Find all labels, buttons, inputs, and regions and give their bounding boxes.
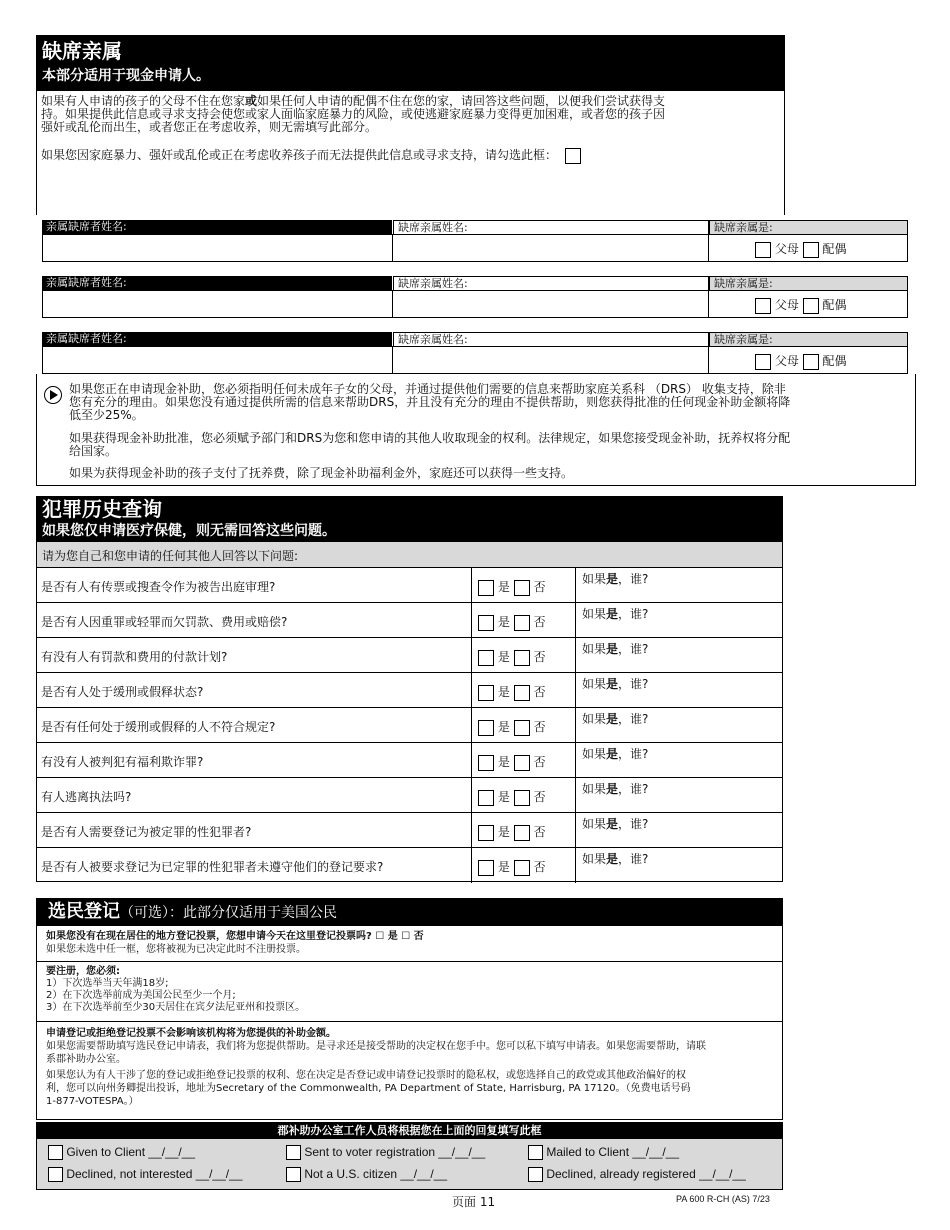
criminal-question-row xyxy=(36,708,783,743)
absent-is-options: 父母 配偶 xyxy=(709,234,908,262)
office-header: 郡补助办公室工作人员将根据您在上面的回复填写此框 xyxy=(36,1122,783,1139)
absent-is-label: 缺席亲属是: xyxy=(709,276,908,290)
absent-subtitle: 本部分适用于现金申请人。 xyxy=(42,68,210,84)
absent-name-label: 缺席亲属姓名: xyxy=(393,276,709,290)
criminal-header xyxy=(36,496,783,542)
voter-details: 申请登记或拒绝登记投票不会影响该机构将为您提供的补助金额。 如果您需要帮助填写选民登记申请表，我们将为您提供帮助。是寻求还是接受帮助的决定权在您手中。您可以私下填写申请表。如果您需要帮助，请联 系郡补助办公室。 如果您认为有人干涉了您的登记或拒绝登记投票的权利、您在决定是否登记或申请登记投票时的隐私权，或您选择自己的政党或其他政治偏好的权 利，您可以向州务卿提出投诉，地址为Secretary of the Commonwealth, PA Department of State, Harrisburg, PA 17120。（免费电话号码 1-877-VOTESPA。） xyxy=(46,1028,706,1107)
absent-is-options: 父母 配偶 xyxy=(709,346,908,374)
relative-name-field[interactable] xyxy=(42,234,393,262)
no-checkbox[interactable] xyxy=(514,650,530,666)
absent-is-label: 缺席亲属是: xyxy=(709,220,908,234)
question-text: 是否有人有传票或搜查令作为被告出庭审理? xyxy=(41,580,276,594)
given-checkbox[interactable] xyxy=(48,1145,63,1160)
relative-name-label: 亲属缺席者姓名: xyxy=(42,332,392,346)
absent-is-label: 缺席亲属是: xyxy=(709,332,908,346)
yes-checkbox[interactable] xyxy=(478,790,494,806)
relative-name-field[interactable] xyxy=(42,290,393,318)
question-text: 有没有人被判犯有福利欺诈罪? xyxy=(41,755,204,769)
question-text: 是否有人处于缓刑或假释状态? xyxy=(41,685,204,699)
absent-name-field[interactable] xyxy=(393,290,709,318)
who-field[interactable]: 如果是，谁? xyxy=(582,852,649,866)
note-1: 如果您正在申请现金补助，您必须指明任何未成年子女的父母，并通过提供他们需要的信息来帮助家庭关系科 （DRS） 收集支持，除非 您有充分的理由。如果您没有通过提供所需的信息来帮助DRS，并且没有充分的理由不提供帮助，则您获得批准的任何现金补助金额将降 低至少25%。 xyxy=(69,382,791,422)
yes-checkbox[interactable] xyxy=(478,580,494,596)
absent-name-label: 缺席亲属姓名: xyxy=(393,220,709,234)
criminal-subtitle: 如果您仅申请医疗保健，则无需回答这些问题。 xyxy=(42,523,336,539)
criminal-question-row xyxy=(36,813,783,848)
relative-group-3 xyxy=(36,332,908,374)
yes-checkbox[interactable] xyxy=(478,860,494,876)
question-text: 是否有人需要登记为被定罪的性犯罪者? xyxy=(41,825,252,839)
yes-no-options: 是 否 xyxy=(471,673,576,708)
sent-checkbox[interactable] xyxy=(286,1145,301,1160)
office-opt-sent: Sent to voter registration __/__/__ xyxy=(286,1145,485,1160)
office-opt-declined: Declined, not interested __/__/__ xyxy=(48,1167,242,1182)
note-2: 如果获得现金补助批准，您必须赋予部门和DRS为您和您申请的其他人收取现金的权利。法律规定，如果您接受现金补助，抚养权将分配 给国家。 xyxy=(69,431,791,458)
spouse-checkbox[interactable] xyxy=(803,354,819,370)
note-3: 如果为获得现金补助的孩子支付了抚养费，除了现金补助福利金外，家庭还可以获得一些支持。 xyxy=(69,466,574,480)
criminal-question-row xyxy=(36,743,783,778)
absent-exempt-checkbox[interactable] xyxy=(565,148,581,164)
yes-no-options: 是 否 xyxy=(471,848,576,883)
yes-no-options: 是 否 xyxy=(471,568,576,603)
arrow-icon xyxy=(44,386,62,404)
relative-group-2 xyxy=(36,276,908,318)
absent-name-field[interactable] xyxy=(393,234,709,262)
criminal-title: 犯罪历史查询 xyxy=(42,497,162,521)
yes-no-options: 是 否 xyxy=(471,778,576,813)
who-field[interactable]: 如果是，谁? xyxy=(582,607,649,621)
relative-name-field[interactable] xyxy=(42,346,393,374)
parent-checkbox[interactable] xyxy=(755,242,771,258)
who-field[interactable]: 如果是，谁? xyxy=(582,677,649,691)
form-id: PA 600 R-CH (AS) 7/23 xyxy=(676,1194,770,1204)
declined-checkbox[interactable] xyxy=(48,1167,63,1182)
who-field[interactable]: 如果是，谁? xyxy=(582,782,649,796)
question-text: 有人逃离执法吗? xyxy=(41,790,132,804)
absent-checkbox-line: 如果您因家庭暴力、强奸或乱伦或正在考虑收养孩子而无法提供此信息或寻求支持，请勾选此框： xyxy=(41,147,581,164)
criminal-instruction: 请为您自己和您申请的任何其他人回答以下问题: xyxy=(36,542,783,568)
parent-checkbox[interactable] xyxy=(755,354,771,370)
criminal-question-row xyxy=(36,848,783,883)
no-checkbox[interactable] xyxy=(514,720,530,736)
criminal-question-row xyxy=(36,638,783,673)
absent-intro: 如果有人申请的孩子的父母不住在您家或如果任何人申请的配偶不住在您的家，请回答这些问题，以便我们尝试获得支 持。如果提供此信息或寻求支持会使您或家人面临家庭暴力的风险，或使逃避家庭暴力变得更加困难，或者您的孩子因 强奸或乱伦而出生，或者您正在考虑收养，则无需填写此部分。 xyxy=(41,94,666,134)
no-checkbox[interactable] xyxy=(514,825,530,841)
voter-requirements: 要注册，您必须: 1）下次选举当天年满18岁; 2）在下次选举前成为美国公民至少一个月; 3）在下次选举前至少30天居住在宾夕法尼亚州和投票区。 xyxy=(36,962,783,1022)
voter-title: 选民登记 xyxy=(48,901,120,922)
mailed-checkbox[interactable] xyxy=(528,1145,543,1160)
yes-no-options: 是 否 xyxy=(471,603,576,638)
who-field[interactable]: 如果是，谁? xyxy=(582,572,649,586)
who-field[interactable]: 如果是，谁? xyxy=(582,642,649,656)
criminal-question-row xyxy=(36,673,783,708)
who-field[interactable]: 如果是，谁? xyxy=(582,712,649,726)
office-opt-registered: Declined, already registered __/__/__ xyxy=(528,1167,746,1182)
criminal-question-row xyxy=(36,603,783,638)
no-checkbox[interactable] xyxy=(514,755,530,771)
absent-name-field[interactable] xyxy=(393,346,709,374)
yes-checkbox[interactable] xyxy=(478,685,494,701)
absent-is-options: 父母 配偶 xyxy=(709,290,908,318)
not-citizen-checkbox[interactable] xyxy=(286,1167,301,1182)
yes-no-options: 是 否 xyxy=(471,638,576,673)
page-number: 页面 11 xyxy=(452,1195,496,1209)
yes-checkbox[interactable] xyxy=(478,720,494,736)
relative-name-label: 亲属缺席者姓名: xyxy=(42,276,392,290)
yes-no-options: 是 否 xyxy=(471,813,576,848)
criminal-question-row xyxy=(36,568,783,603)
question-text: 是否有任何处于缓刑或假释的人不符合规定? xyxy=(41,720,276,734)
relative-group-1 xyxy=(36,220,908,262)
question-text: 是否有人因重罪或轻罪而欠罚款、费用或赔偿? xyxy=(41,615,288,629)
yes-checkbox[interactable] xyxy=(478,755,494,771)
absent-title: 缺席亲属 xyxy=(42,39,122,63)
no-checkbox[interactable] xyxy=(514,615,530,631)
no-checkbox[interactable] xyxy=(514,580,530,596)
yes-no-options: 是 否 xyxy=(471,708,576,743)
parent-checkbox[interactable] xyxy=(755,298,771,314)
voter-q1: 如果您没有在现在居住的地方登记投票，您想申请今天在这里登记投票吗? ☐ 是 ☐ 否 如果您未选中任一框，您将被视为已决定此时不注册投票。 xyxy=(36,926,783,962)
no-checkbox[interactable] xyxy=(514,685,530,701)
office-opt-given: Given to Client __/__/__ xyxy=(48,1145,195,1160)
office-opt-mailed: Mailed to Client __/__/__ xyxy=(528,1145,679,1160)
registered-checkbox[interactable] xyxy=(528,1167,543,1182)
criminal-question-row xyxy=(36,778,783,813)
spouse-checkbox[interactable] xyxy=(803,242,819,258)
voter-header: 选民登记（可选）：此部分仅适用于美国公民 xyxy=(36,898,783,926)
absent-name-label: 缺席亲属姓名: xyxy=(393,332,709,346)
yes-checkbox[interactable] xyxy=(478,825,494,841)
spouse-checkbox[interactable] xyxy=(803,298,819,314)
question-text: 有没有人有罚款和费用的付款计划? xyxy=(41,650,228,664)
question-text: 是否有人被要求登记为已定罪的性犯罪者未遵守他们的登记要求? xyxy=(41,860,384,874)
absent-header xyxy=(36,35,785,91)
no-checkbox[interactable] xyxy=(514,790,530,806)
yes-checkbox[interactable] xyxy=(478,650,494,666)
relative-name-label: 亲属缺席者姓名: xyxy=(42,220,392,234)
office-opt-not-citizen: Not a U.S. citizen __/__/__ xyxy=(286,1167,447,1182)
who-field[interactable]: 如果是，谁? xyxy=(582,747,649,761)
yes-no-options: 是 否 xyxy=(471,743,576,778)
no-checkbox[interactable] xyxy=(514,860,530,876)
yes-checkbox[interactable] xyxy=(478,615,494,631)
who-field[interactable]: 如果是，谁? xyxy=(582,817,649,831)
